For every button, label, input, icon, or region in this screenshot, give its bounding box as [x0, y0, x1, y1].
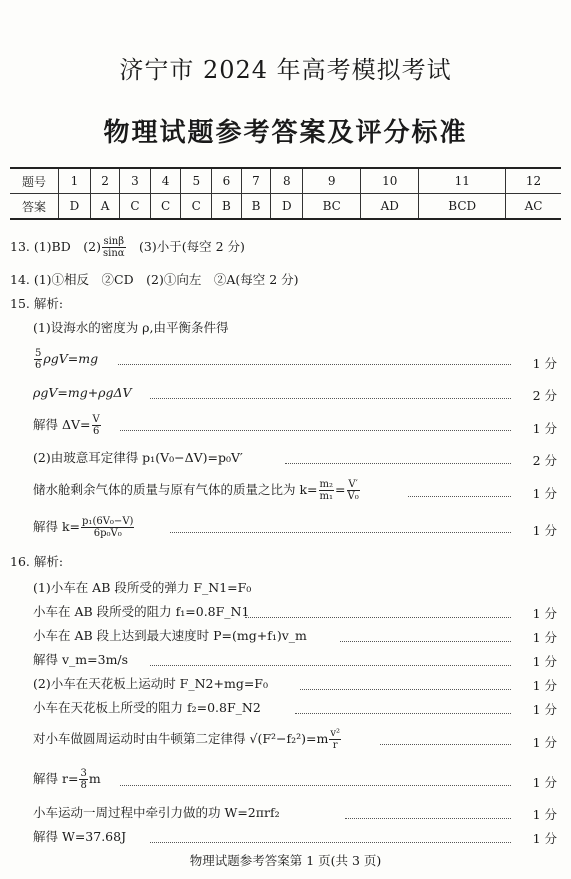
frac-numerator: 3 — [80, 768, 87, 779]
question-number: 2 — [90, 168, 119, 194]
answer-cell: C — [181, 194, 212, 220]
q16-heading: 16. 解析: — [10, 554, 64, 569]
q13-prefix: 13. (1)BD (2) — [10, 239, 101, 254]
answer-cell: B — [212, 194, 242, 220]
eq-label: 解得 r= — [33, 771, 79, 786]
question-number: 12 — [506, 168, 561, 194]
eq-fraction — [92, 414, 101, 437]
answer-table-number-row — [10, 168, 561, 194]
eq-label: 储水舱剩余气体的质量与原有气体的质量之比为 k= — [33, 482, 318, 497]
q13-fraction — [102, 236, 126, 259]
score: 1 分 — [532, 630, 557, 645]
q15-eq5 — [33, 479, 361, 502]
score: 2 分 — [532, 388, 557, 403]
answer-cell: C — [150, 194, 181, 220]
leader-dots — [150, 842, 511, 843]
question-number: 10 — [361, 168, 419, 194]
score: 1 分 — [532, 421, 557, 436]
table-header-question: 题号 — [10, 168, 59, 194]
q16-line: 解得 W=37.68J — [33, 829, 127, 844]
leader-dots — [340, 641, 511, 642]
q16-line — [33, 728, 342, 751]
score: 1 分 — [532, 523, 557, 538]
score: 1 分 — [532, 678, 557, 693]
leader-dots — [120, 785, 511, 786]
question-number: 5 — [181, 168, 212, 194]
frac-numerator: V — [92, 414, 100, 425]
score: 1 分 — [532, 831, 557, 846]
frac-denominator: r — [332, 740, 338, 751]
score: 1 分 — [532, 654, 557, 669]
score: 1 分 — [532, 606, 557, 621]
answer-cell: C — [120, 194, 151, 220]
answer-table-answer-row — [10, 194, 561, 220]
score: 1 分 — [532, 807, 557, 822]
eq-fraction — [329, 728, 341, 751]
question-number: 1 — [59, 168, 91, 194]
frac-numerator: m₂ — [319, 479, 334, 490]
eq-label: 解得 k= — [33, 519, 81, 534]
answer-cell: A — [90, 194, 119, 220]
eq-label: 对小车做圆周运动时由牛顿第二定律得 √(F²−f₂²)=m — [33, 731, 329, 746]
q15-eq6 — [33, 516, 135, 539]
score: 1 分 — [532, 702, 557, 717]
answer-cell: BCD — [419, 194, 506, 220]
table-header-answer: 答案 — [10, 194, 59, 220]
answer-table — [10, 167, 561, 220]
leader-dots — [285, 463, 511, 464]
eq-fraction — [79, 768, 87, 791]
score: 1 分 — [532, 735, 557, 750]
q16-line: 小车在 AB 段上达到最大速度时 P=(mg+f₁)v_m — [33, 628, 307, 643]
eq-expression: ρgV=mg — [43, 351, 99, 366]
q16-line — [33, 768, 101, 791]
q15-heading: 15. 解析: — [10, 296, 64, 311]
leader-dots — [300, 689, 511, 690]
leader-dots — [295, 713, 511, 714]
q16-line: 小车运动一周过程中牵引力做的功 W=2πrf₂ — [33, 805, 280, 820]
question-number: 4 — [150, 168, 181, 194]
eq-operator: = — [335, 482, 346, 497]
answer-cell: D — [271, 194, 303, 220]
q15-eq4: (2)由玻意耳定律得 p₁(V₀−ΔV)=p₀V′ — [33, 450, 243, 465]
frac-denominator: sinα — [102, 248, 125, 259]
frac-numerator: v² — [330, 728, 340, 739]
question-number: 3 — [120, 168, 151, 194]
eq-unit: m — [88, 771, 101, 786]
question-number: 11 — [419, 168, 506, 194]
frac-denominator: 6 — [35, 360, 42, 371]
q16-line: (2)小车在天花板上运动时 F_N2+mg=F₀ — [33, 676, 268, 691]
score: 1 分 — [532, 775, 557, 790]
frac-denominator: 6 — [92, 426, 100, 437]
page-footer: 物理试题参考答案第 1 页(共 3 页) — [189, 853, 382, 868]
question-number: 6 — [212, 168, 242, 194]
page-title: 济宁市 2024 年高考模拟考试 — [119, 56, 452, 84]
frac-denominator: 8 — [80, 780, 87, 791]
q16-line: 小车在天花板上所受的阻力 f₂=0.8F_N2 — [33, 700, 261, 715]
eq-fraction — [347, 479, 360, 502]
leader-dots — [345, 818, 511, 819]
question-number: 8 — [271, 168, 303, 194]
q16-line: 小车在 AB 段所受的阻力 f₁=0.8F_N1 — [33, 604, 250, 619]
eq-fraction — [319, 479, 335, 502]
q15-eq3 — [33, 414, 102, 437]
answer-cell: B — [241, 194, 271, 220]
frac-numerator: sinβ — [103, 236, 125, 247]
leader-dots — [150, 665, 511, 666]
eq-fraction — [34, 348, 42, 371]
answer-cell: D — [59, 194, 91, 220]
q14-answer: 14. (1)①相反 ②CD (2)①向左 ②A(每空 2 分) — [10, 272, 299, 287]
frac-denominator: 6p₀V₀ — [93, 528, 122, 539]
q13-suffix: (3)小于(每空 2 分) — [126, 239, 245, 254]
answer-cell: AD — [361, 194, 419, 220]
q15-eq1 — [33, 348, 98, 371]
leader-dots — [245, 617, 511, 618]
leader-dots — [150, 398, 511, 399]
frac-denominator: m₁ — [319, 491, 334, 502]
leader-dots — [380, 744, 511, 745]
answer-cell: BC — [303, 194, 361, 220]
leader-dots — [118, 364, 511, 365]
q16-line: 解得 v_m=3m/s — [33, 652, 129, 667]
score: 1 分 — [532, 356, 557, 371]
leader-dots — [408, 496, 511, 497]
leader-dots — [120, 430, 511, 431]
frac-numerator: V′ — [348, 479, 358, 490]
score: 2 分 — [532, 453, 557, 468]
leader-dots — [170, 532, 511, 533]
answer-cell: AC — [506, 194, 561, 220]
q16-line: (1)小车在 AB 段所受的弹力 F_N1=F₀ — [33, 580, 252, 595]
frac-numerator: 5 — [35, 348, 42, 359]
question-number: 7 — [241, 168, 271, 194]
q15-eq2 — [33, 385, 132, 401]
eq-fraction — [81, 516, 134, 539]
score: 1 分 — [532, 486, 557, 501]
page-subtitle: 物理试题参考答案及评分标准 — [103, 118, 468, 148]
frac-denominator: V₀ — [347, 491, 359, 502]
eq-label: 解得 ΔV= — [33, 417, 91, 432]
q13-answer — [10, 236, 245, 259]
eq-expression: ρgV=mg+ρgΔV — [33, 385, 132, 400]
question-number: 9 — [303, 168, 361, 194]
q15-intro: (1)设海水的密度为 ρ,由平衡条件得 — [33, 320, 229, 335]
frac-numerator: p₁(6V₀−V) — [82, 516, 134, 527]
